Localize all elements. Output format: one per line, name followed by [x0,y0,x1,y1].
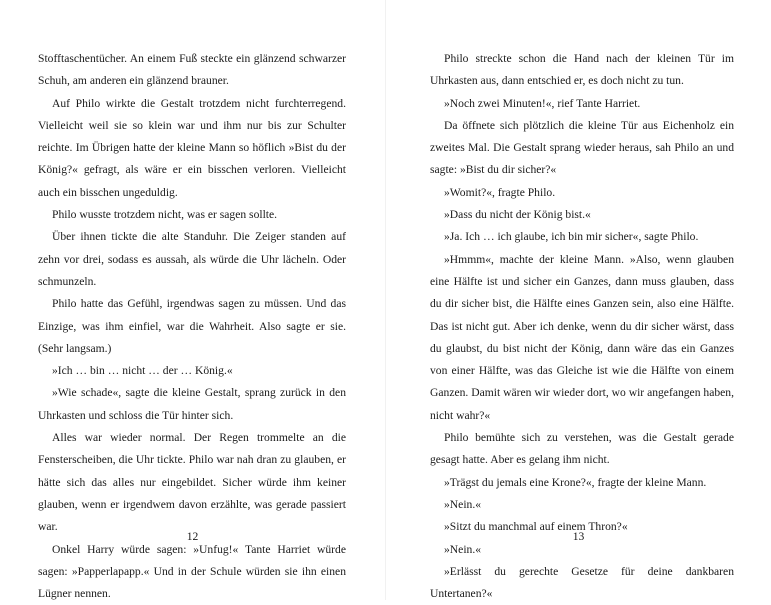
paragraph: »Womit?«, fragte Philo. [444,185,556,199]
paragraph: Auf Philo wirkte die Gestalt trotzdem nicht furchterregend. Vielleicht weil sie so klein war und ihm nur bis zur Schulter reichte. Im Übrigen hatte der kleine Mann so höflich »Bist du der König?« gefragt, als wäre er ein bisschen verloren. Vielleicht auch ein bisschen ungeduldig. [38,96,346,199]
page-number: 12 [186,530,199,543]
paragraph: »Ja. Ich … ich glaube, ich bin mir sicher«, sagte Philo. [444,230,699,244]
paragraph: Stofftaschentücher. An einem Fuß steckte ein glänzend schwarzer Schuh, am anderen ein glänzend brauner. [38,52,346,88]
paragraph: Philo bemühte sich zu verstehen, was die Gestalt gerade gesagt hatte. Aber es gelang ihm nicht. [430,431,734,467]
paragraph: Da öffnete sich plötzlich die kleine Tür aus Eichenholz ein zweites Mal. Die Gestalt sprang wieder heraus, sah Philo an und sagte: »Bist du dir sicher?« [430,118,734,177]
paragraph: Onkel Harry würde sagen: »Unfug!« Tante Harriet würde sagen: »Papperlapapp.« Und in der Schule würden sie ihn einen Lügner nennen. [38,542,346,601]
paragraph: »Erlässt du gerechte Gesetze für deine dankbaren Untertanen?« [430,564,734,601]
paragraph: Alles war wieder normal. Der Regen trommelte an die Fensterscheiben, die Uhr tickte. Philo war nah dran zu glauben, er hätte sich das alles nur eingebildet. Sicher würde ihm keiner glauben, wenn er irgendwem davon erzählte, was gerade passiert war. [38,431,346,534]
paragraph: »Trägst du jemals eine Krone?«, fragte der kleine Mann. [444,475,707,489]
paragraph: »Sitzt du manchmal auf einem Thron?« [444,520,628,534]
right-page [386,0,771,600]
paragraph: Philo hatte das Gefühl, irgendwas sagen zu müssen. Und das Einzige, was ihm einfiel, war die Wahrheit. Also sagte er sie. (Sehr langsam.) [38,297,346,355]
paragraph: »Nein.« [444,497,482,511]
paragraph: »Nein.« [444,542,482,556]
paragraph: »Wie schade«, sagte die kleine Gestalt, sprang zurück in den Uhrkasten und schloss die Tür hinter sich. [38,386,346,422]
right-page-text [430,48,734,605]
paragraph: Philo wusste trotzdem nicht, was er sagen sollte. [52,208,278,222]
paragraph: »Hmmm«, machte der kleine Mann. »Also, wenn glauben eine Hälfte ist und sicher ein Ganzes, dann muss glauben, dass du dir sicher bist, die Hälfte eines Ganzen sein, also eine Hälfte. Das ist nicht gut. Aber ich denke, wenn du dir sicher wärst, dass du glaubst, du bist nicht der König, dann wäre das ein Ganzes von einer Hälfte, was das Gleiche ist wie die Hälfte von einem Ganzen. Damit wären wir wieder dort, wo wir angefangen haben, nicht wahr?« [430,252,734,422]
paragraph: »Dass du nicht der König bist.« [444,208,591,222]
left-page [0,0,385,600]
paragraph: »Ich … bin … nicht … der … König.« [52,364,233,378]
paragraph: Über ihnen tickte die alte Standuhr. Die Zeiger standen auf zehn vor drei, sodass es aussah, als würde die Uhr lächeln. Oder schmunzeln. [38,230,346,288]
left-page-text [38,48,346,605]
paragraph: Philo streckte schon die Hand nach der kleinen Tür im Uhrkasten aus, dann entschied er, es doch nicht zu tun. [430,52,734,88]
page-number: 13 [572,530,585,543]
paragraph: »Noch zwei Minuten!«, rief Tante Harriet. [444,96,641,110]
